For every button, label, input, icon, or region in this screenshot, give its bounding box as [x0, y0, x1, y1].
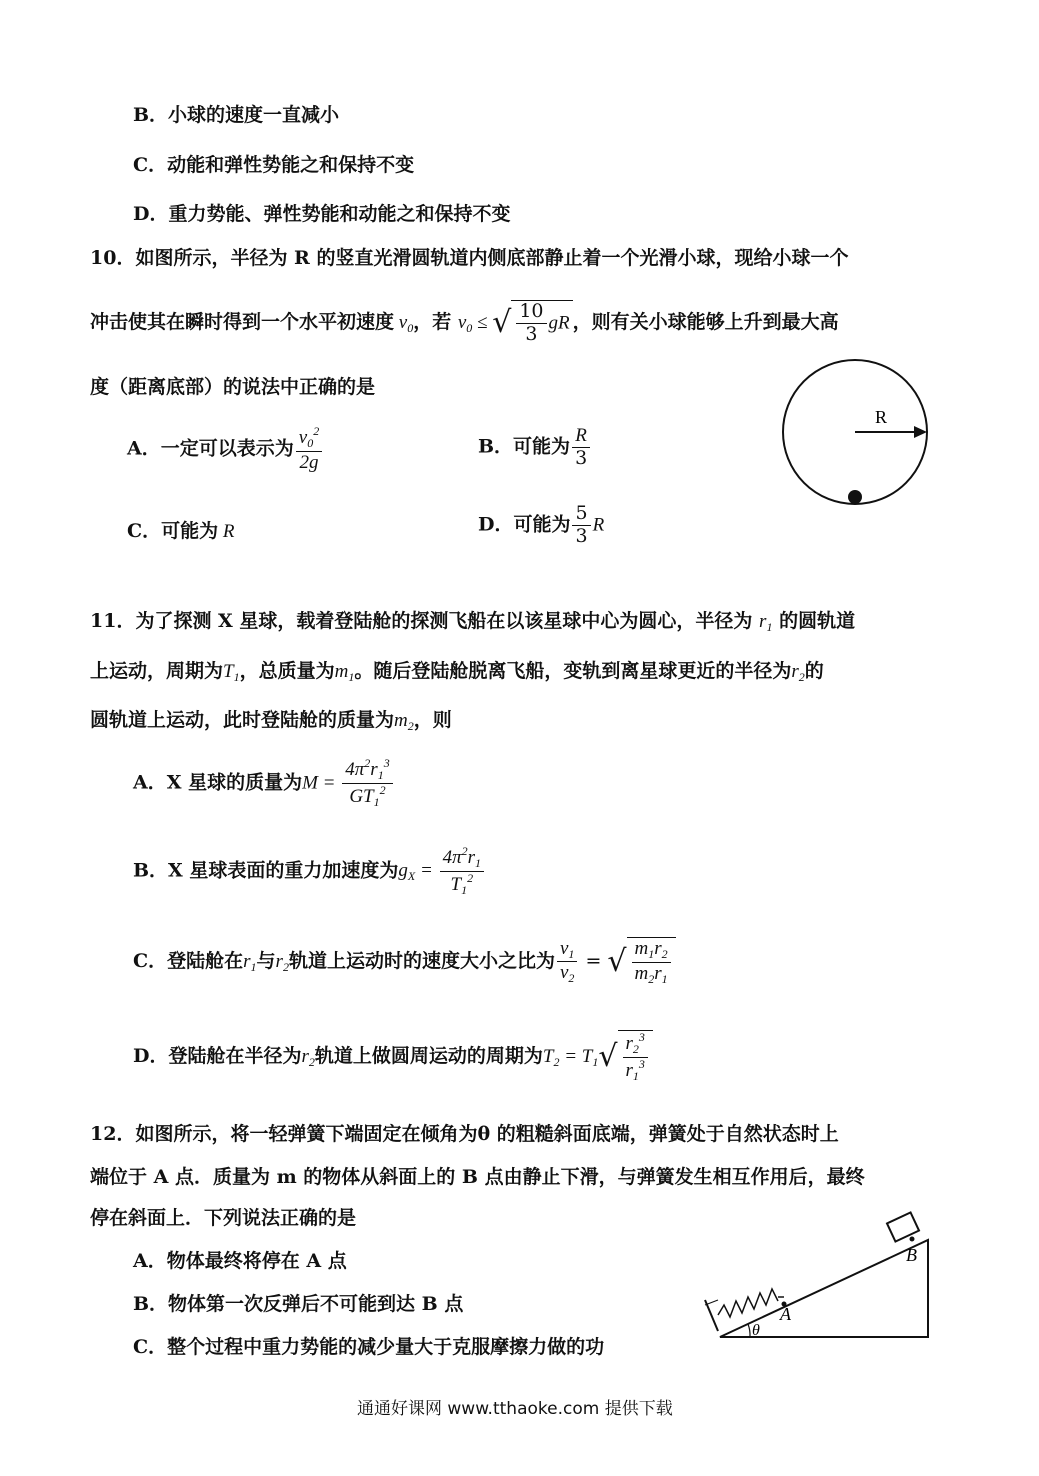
q9-option-d: D．重力势能、弹性势能和动能之和保持不变	[133, 203, 511, 225]
q9-option-c: C．动能和弹性势能之和保持不变	[133, 154, 415, 176]
angle-arc	[748, 1324, 750, 1337]
label-a: A	[780, 1304, 791, 1324]
radius-label: R	[875, 407, 888, 427]
q12-stem-line3: 停在斜面上．下列说法正确的是	[90, 1207, 357, 1229]
q11-option-a: A．X 星球的质量为M = $\frac{4\pi^2r_1^3}{GT_1^2}$	[133, 757, 395, 810]
q10-stem-line2: 冲击使其在瞬时得到一个水平初速度 $v_0$，若 $v_0$ ≤ √ $\frac{10}{3}$ gR ，则有关小球能够上升到最大高	[90, 300, 839, 345]
q12-option-b: B．物体第一次反弹后不可能到达 B 点	[133, 1293, 464, 1315]
label-theta: θ	[752, 1322, 760, 1339]
radius-arrow-head	[914, 426, 927, 438]
q10-stem-line1: 10．如图所示，半径为 R 的竖直光滑圆轨道内侧底部静止着一个光滑小球，现给小球一个	[90, 247, 849, 269]
q11-option-c: C．登陆舱在$r_1$与$r_2$轨道上运动时的速度大小之比为 $\frac{v_1}{v_2}$ = √ $\frac{m_1r_2}{m_2r_1}$	[133, 937, 676, 987]
q9-option-b: B．小球的速度一直减小	[133, 104, 340, 126]
ball	[848, 490, 862, 504]
q10-option-a: A．一定可以表示为 $\frac{v_0^2}{2g}$	[127, 425, 324, 474]
q10-option-b: B．可能为 $\frac{R}{3}$	[478, 425, 592, 470]
q11-option-b: B．X 星球表面的重力加速度为$g_X$ = $\frac{4\pi^2r_1}{T_1^2}$	[133, 845, 486, 898]
q12-option-c: C．整个过程中重力势能的减少量大于克服摩擦力做的功	[133, 1336, 605, 1358]
q12-stem-line2: 端位于 A 点．质量为 m 的物体从斜面上的 B 点由静止下滑，与弹簧发生相互作用后，最终	[90, 1166, 865, 1188]
q10-circle-figure	[775, 355, 950, 515]
block	[887, 1212, 919, 1241]
q12-stem-line1: 12．如图所示，将一轻弹簧下端固定在倾角为θ 的粗糙斜面底端，弹簧处于自然状态时上	[90, 1123, 839, 1145]
q11-option-d: D．登陆舱在半径为$r_2$轨道上做圆周运动的周期为$T_2 = T_1√$ $\frac{r_2^3}{r_1^3}$	[133, 1030, 653, 1084]
footer-text: 通通好课网 www.tthaoke.com 提供下载	[357, 1399, 673, 1419]
point-b-dot	[910, 1237, 915, 1242]
q11-stem-line3: 圆轨道上运动，此时登陆舱的质量为$m_2$，则	[90, 709, 452, 733]
q11-stem-line2: 上运动，周期为$T_1$，总质量为$m_1$。随后登陆舱脱离飞船，变轨到离星球更近的半径为$r_2$的	[90, 660, 824, 684]
q12-incline-figure	[700, 1205, 945, 1345]
q11-stem-line1: 11．为了探测 X 星球，载着登陆舱的探测飞船在以该星球中心为圆心，半径为 $r_1$ 的圆轨道	[90, 610, 856, 634]
q10-stem-line3: 度（距离底部）的说法中正确的是	[90, 376, 376, 398]
spring	[718, 1289, 778, 1317]
q12-option-a: A．物体最终将停在 A 点	[133, 1250, 347, 1272]
label-b: B	[906, 1245, 917, 1265]
q10-option-c: C．可能为 R	[127, 520, 235, 542]
q10-option-d: D．可能为 $\frac{5}{3}$ R	[478, 502, 605, 547]
